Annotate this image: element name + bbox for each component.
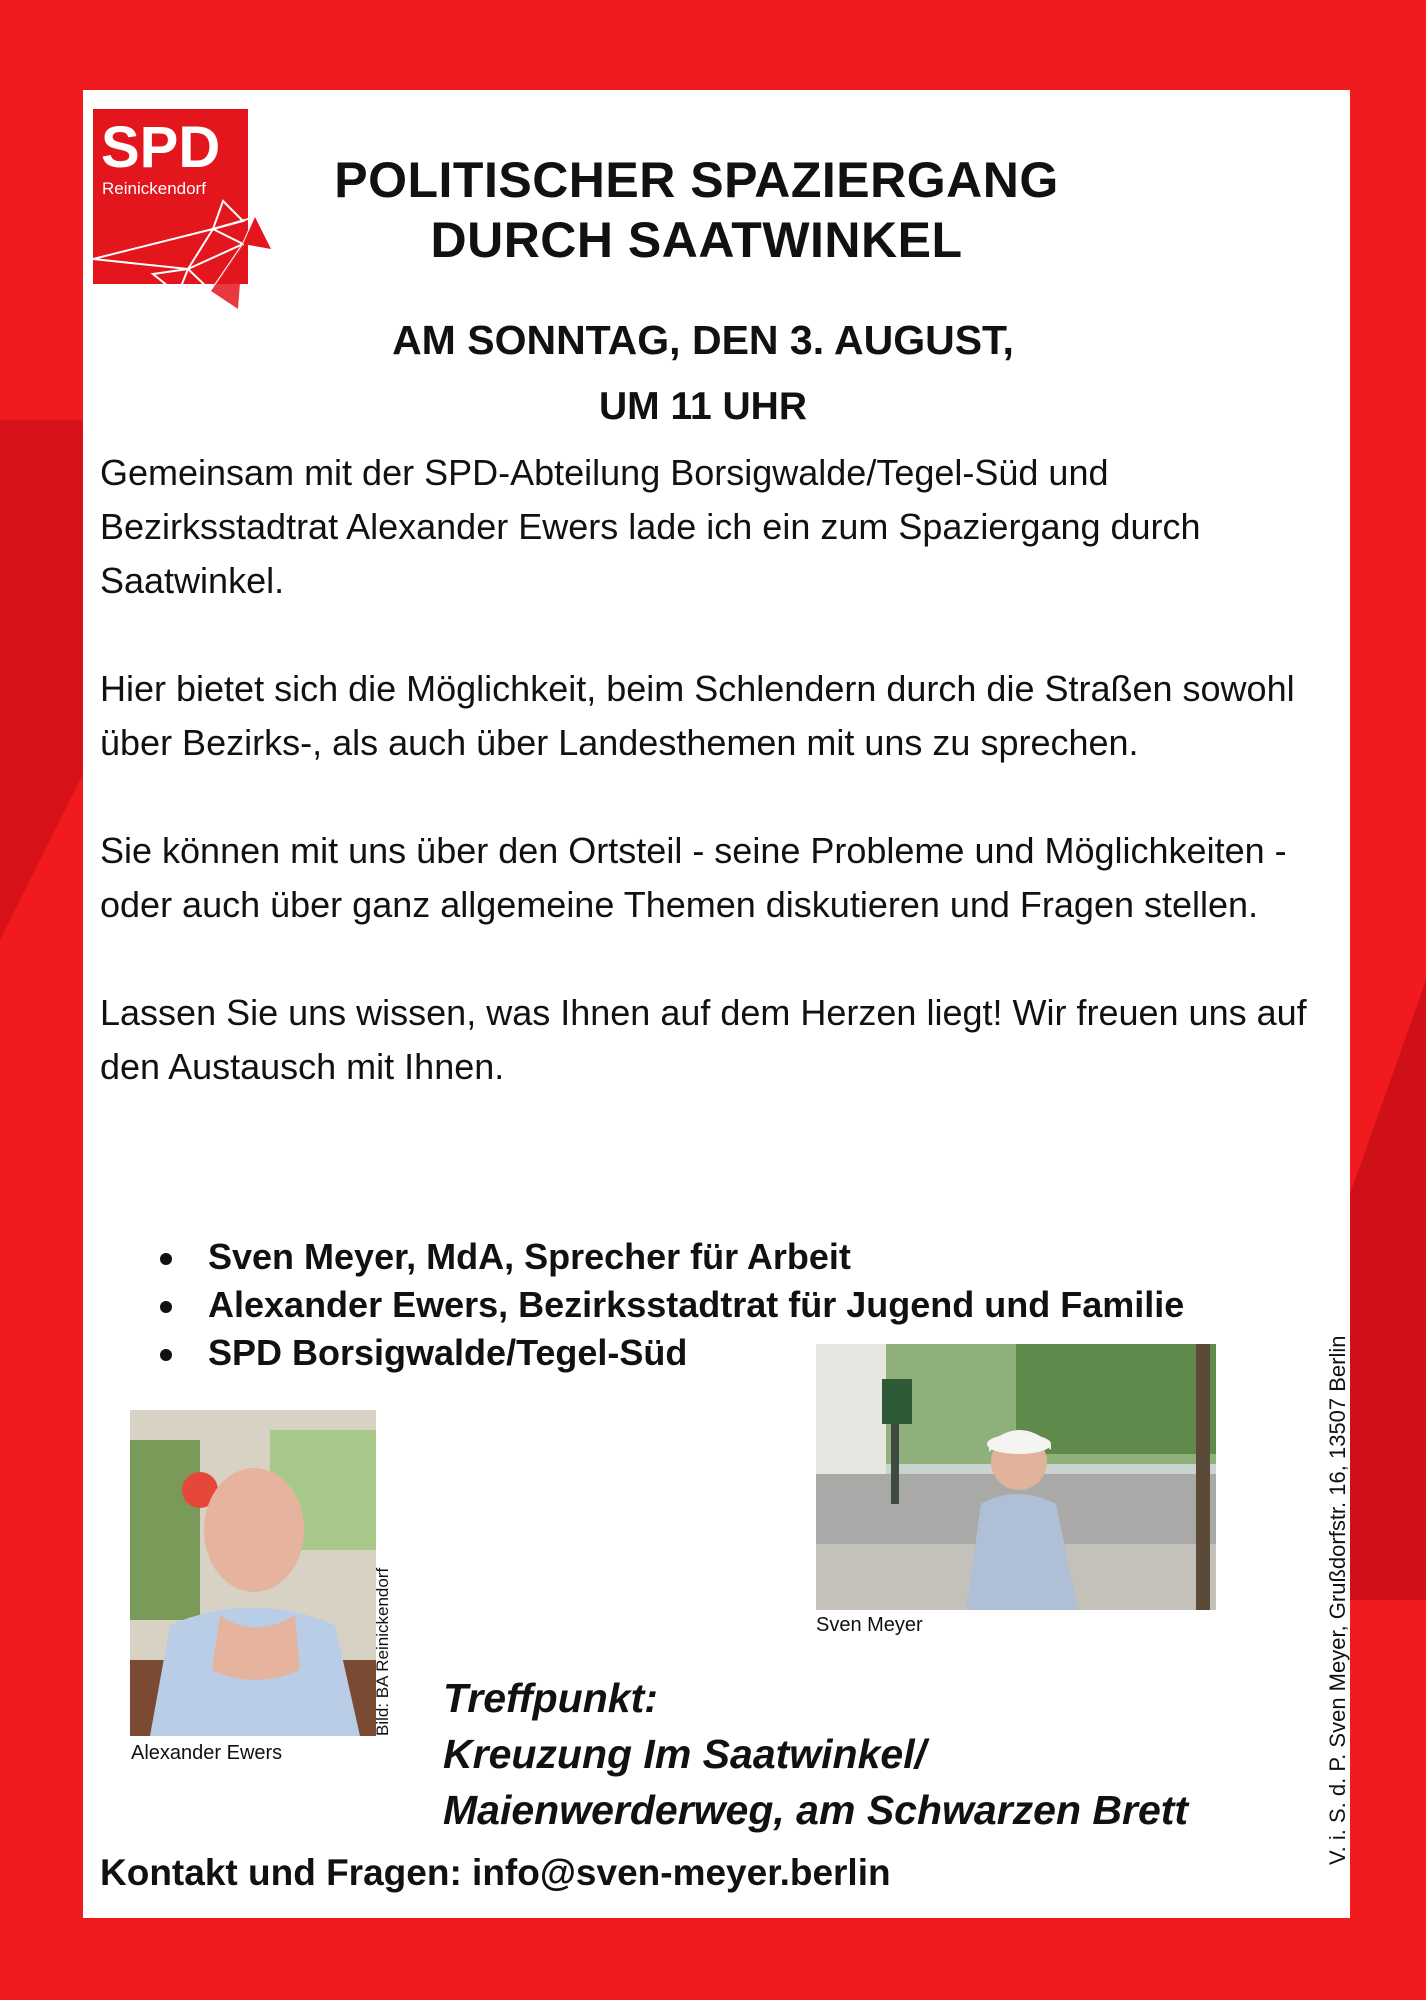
list-item: Alexander Ewers, Bezirksstadtrat für Jugend und Familie	[138, 1281, 1238, 1329]
event-date: AM SONNTAG, DEN 3. AUGUST,	[392, 317, 1014, 363]
title-line-2: DURCH SAATWINKEL	[430, 212, 963, 268]
caption-sven-meyer: Sven Meyer	[816, 1614, 923, 1636]
flyer-sheet	[83, 90, 1350, 1918]
page-title	[283, 150, 1110, 270]
spd-logo	[93, 109, 273, 319]
title-line-1: POLITISCHER SPAZIERGANG	[334, 152, 1059, 208]
logo-party: SPD	[101, 115, 221, 180]
list-item: Sven Meyer, MdA, Sprecher für Arbeit	[138, 1233, 1238, 1281]
paragraph-2: Hier bietet sich die Möglichkeit, beim Schlendern durch die Straßen sowohl über Bezirks-, als auch über Landesthemen mit uns zu sprechen.	[100, 668, 1295, 763]
paragraph-3: Sie können mit uns über den Ortsteil - seine Probleme und Möglichkeiten - oder auch über ganz allgemeine Themen diskutieren und Fragen stellen.	[100, 830, 1287, 925]
photo-credit: Bild: BA Reinickendorf	[373, 1567, 392, 1736]
contact-line: Kontakt und Fragen: info@sven-meyer.berlin	[100, 1852, 891, 1893]
caption-alexander-ewers: Alexander Ewers	[131, 1742, 283, 1764]
meeting-point	[443, 1670, 1323, 1838]
invitation-text	[100, 446, 1340, 1148]
photo-alexander-ewers	[130, 1410, 376, 1736]
photo-sven-meyer	[816, 1344, 1216, 1610]
imprint: V. i. S. d. P. Sven Meyer, Grußdorfstr. 16, 13507 Berlin	[1325, 1335, 1350, 1865]
meeting-label: Treffpunkt:	[443, 1675, 658, 1721]
event-time: UM 11 UHR	[598, 385, 808, 428]
meeting-line-2: Maienwerderweg, am Schwarzen Brett	[443, 1787, 1189, 1833]
meeting-line-1: Kreuzung Im Saatwinkel/	[443, 1731, 926, 1777]
list-item: SPD Borsigwalde/Tegel-Süd	[138, 1329, 1238, 1377]
logo-district: Reinickendorf	[102, 179, 206, 198]
paragraph-1: Gemeinsam mit der SPD-Abteilung Borsigwalde/Tegel-Süd und Bezirksstadtrat Alexander Ewers lade ich ein zum Spaziergang durch Saatwinkel.	[100, 452, 1201, 601]
paragraph-4: Lassen Sie uns wissen, was Ihnen auf dem Herzen liegt! Wir freuen uns auf den Austausch mit Ihnen.	[100, 992, 1307, 1087]
